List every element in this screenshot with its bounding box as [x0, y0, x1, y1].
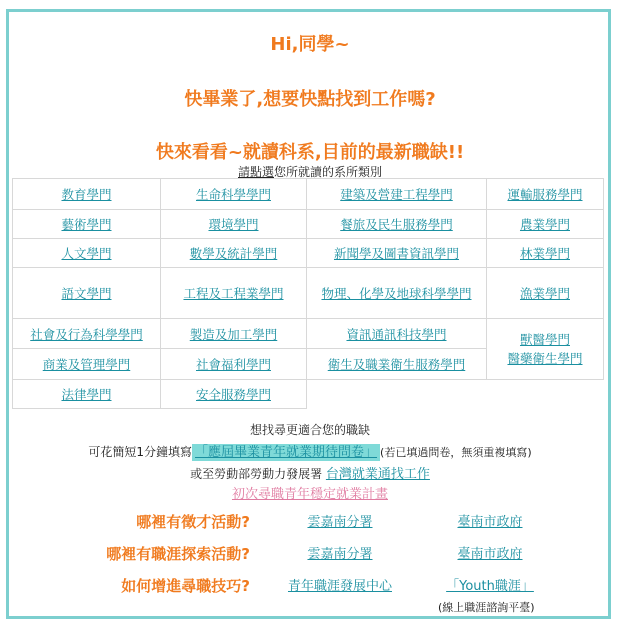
dept-link-social[interactable]: 社會及行為科學學門: [30, 326, 143, 342]
instruction-rest: 您所就讀的系所類別: [274, 165, 383, 179]
job-bank-line: [0, 463, 620, 482]
survey-intro: 想找尋更適合您的職缺: [249, 423, 370, 437]
question-recruitment: 哪裡有徵才活動?: [136, 513, 250, 531]
dept-link-hospitality[interactable]: 餐旅及民生服務學門: [340, 217, 453, 232]
dept-link-journalism[interactable]: 新聞學及圖書資訊學門: [333, 246, 459, 261]
survey-prefix: 可花簡短1分鐘填寫: [88, 445, 193, 459]
dept-link-business[interactable]: 商業及管理學門: [42, 357, 131, 372]
dept-link-agri[interactable]: 農業學門: [519, 217, 570, 232]
prompt-heading: 快來看看~就讀科系,目前的最新職缺!!: [155, 142, 465, 163]
dept-link-veterinary[interactable]: 獸醫學門: [519, 332, 570, 347]
dept-link-humanities[interactable]: 人文學門: [61, 246, 112, 261]
job-bank-prefix: 或至勞動部勞動力發展署: [190, 467, 323, 481]
dept-link-law[interactable]: 法律學門: [61, 387, 112, 402]
department-table: [12, 178, 604, 409]
dept-link-forestry[interactable]: 林業學門: [519, 246, 570, 261]
survey-line: [0, 441, 620, 460]
dept-link-it[interactable]: 資訊通訊科技學門: [346, 326, 447, 342]
survey-link[interactable]: 「應屆畢業青年就業期待問卷」: [192, 444, 380, 461]
survey-note: (若已填過問卷，無須重複填寫): [380, 446, 532, 459]
dept-link-engineering[interactable]: 工程及工程業學門: [183, 286, 284, 301]
career-link-branch[interactable]: 雲嘉南分署: [307, 547, 373, 562]
dept-link-transport[interactable]: 運輸服務學門: [507, 187, 583, 202]
dept-link-manufacturing[interactable]: 製造及加工學門: [189, 326, 278, 342]
recruitment-link-city[interactable]: 臺南市政府: [457, 515, 523, 530]
dept-link-art[interactable]: 藝術學門: [61, 217, 112, 232]
youth-career-note: (線上職涯諮詢平臺): [438, 601, 535, 614]
dept-link-security[interactable]: 安全服務學門: [195, 387, 271, 402]
greeting-heading: Hi,同學~: [270, 34, 350, 55]
dept-link-fishery[interactable]: 漁業學門: [519, 286, 570, 301]
youth-employment-plan-link[interactable]: 初次尋職青年穩定就業計畫: [231, 487, 388, 502]
question-job-skills: 如何增進尋職技巧?: [121, 577, 250, 595]
dept-link-health[interactable]: 衛生及職業衛生服務學門: [327, 357, 466, 372]
question-heading: 快畢業了,想要快點找到工作嗎?: [184, 89, 436, 110]
dept-link-life[interactable]: 生命科學學門: [195, 187, 271, 202]
dept-link-welfare[interactable]: 社會福利學門: [195, 357, 271, 372]
dept-link-arch[interactable]: 建築及營建工程學門: [340, 187, 453, 202]
plan-line: [0, 483, 620, 502]
dept-link-edu[interactable]: 教育學門: [61, 187, 112, 202]
recruitment-link-branch[interactable]: 雲嘉南分署: [307, 515, 373, 530]
taiwan-jobs-link[interactable]: 台灣就業通找工作: [325, 467, 430, 482]
question-career-exploration: 哪裡有職涯探索活動?: [106, 545, 250, 563]
dept-link-env[interactable]: 環境學門: [208, 217, 259, 232]
youth-career-center-link[interactable]: 青年職涯發展中心: [287, 579, 392, 594]
career-link-city[interactable]: 臺南市政府: [457, 547, 523, 562]
dept-link-language[interactable]: 語文學門: [61, 286, 112, 301]
youth-career-link[interactable]: 「Youth職涯」: [446, 579, 534, 594]
instruction-underlined: 請點選: [237, 165, 274, 179]
dept-link-physics[interactable]: 物理、化學及地球科學學門: [321, 285, 472, 301]
dept-link-math[interactable]: 數學及統計學門: [189, 246, 278, 261]
dept-link-pharma[interactable]: 醫藥衛生學門: [507, 351, 583, 366]
